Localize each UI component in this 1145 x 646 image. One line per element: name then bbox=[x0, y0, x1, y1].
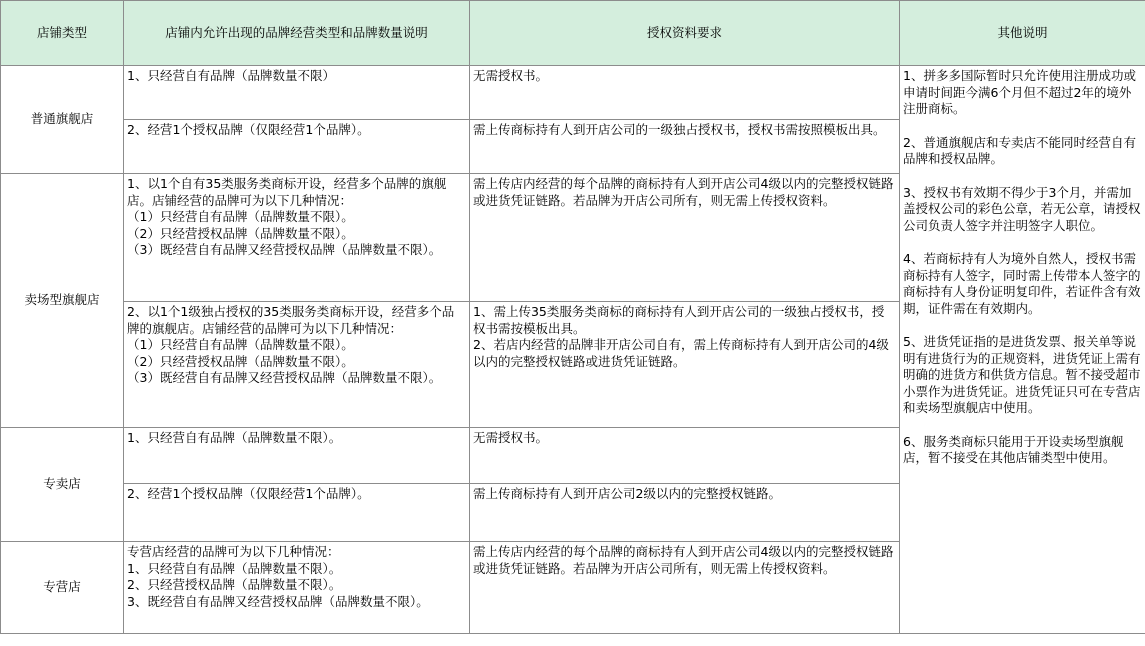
mall-desc-1-c: （3）既经营自有品牌又经营授权品牌（品牌数量不限）。 bbox=[127, 242, 442, 257]
mall-auth-2 bbox=[470, 302, 900, 428]
store-type-specialty: 专卖店 bbox=[1, 428, 124, 542]
table-row bbox=[1, 66, 1145, 120]
note-item: 4、若商标持有人为境外自然人，授权书需商标持有人签字，同时需上传带本人签字的商标持有人身份证明复印件，若证件含有效期，证件需在有效期内。 bbox=[903, 251, 1141, 316]
mall-desc-2-c: （3）既经营自有品牌又经营授权品牌（品牌数量不限）。 bbox=[127, 370, 442, 385]
exclusive-desc-a: 1、只经营自有品牌（品牌数量不限）。 bbox=[127, 560, 342, 576]
flagship-desc-1: 1、只经营自有品牌（品牌数量不限） bbox=[124, 66, 470, 120]
other-notes bbox=[900, 66, 1145, 634]
mall-desc-1-head: 1、以1个自有35类服务类商标开设，经营多个品牌的旗舰店。店铺经营的品牌可为以下几种情况： bbox=[127, 176, 447, 208]
note-item: 3、授权书有效期不得少于3个月，并需加盖授权公司的彩色公章，若无公章，请授权公司负责人签字并注明签字人职位。 bbox=[903, 184, 1141, 233]
mall-desc-1-a: （1）只经营自有品牌（品牌数量不限）。 bbox=[127, 209, 354, 224]
note-item: 2、普通旗舰店和专卖店不能同时经营自有品牌和授权品牌。 bbox=[903, 134, 1136, 166]
mall-desc-1-b: （2）只经营授权品牌（品牌数量不限）。 bbox=[127, 225, 354, 241]
mall-auth-2-item: 1、需上传35类服务类商标的商标持有人到开店公司的一级独占授权书，授权书需按模板出具。 bbox=[473, 304, 885, 336]
mall-desc-2-a: （1）只经营自有品牌（品牌数量不限）。 bbox=[127, 337, 354, 352]
flagship-auth-1: 无需授权书。 bbox=[470, 66, 900, 120]
note-item: 5、进货凭证指的是进货发票、报关单等说明有进货行为的正规资料，进货凭证上需有明确的进货方和供货方信息。暂不接受超市小票作为进货凭证。进货凭证只可在专营店和卖场型旗舰店中使用。 bbox=[903, 334, 1141, 415]
mall-desc-2-head: 2、以1个1级独占授权的35类服务类商标开设，经营多个品牌的旗舰店。店铺经营的品牌可为以下几种情况： bbox=[127, 304, 455, 336]
exclusive-desc bbox=[124, 542, 470, 634]
mall-desc-2-b: （2）只经营授权品牌（品牌数量不限）。 bbox=[127, 353, 354, 369]
flagship-auth-2: 需上传商标持有人到开店公司的一级独占授权书，授权书需按照模板出具。 bbox=[470, 120, 900, 174]
header-brand-desc: 店铺内允许出现的品牌经营类型和品牌数量说明 bbox=[124, 1, 470, 66]
store-type-flagship: 普通旗舰店 bbox=[1, 66, 124, 174]
exclusive-desc-c: 3、既经营自有品牌又经营授权品牌（品牌数量不限）。 bbox=[127, 593, 429, 609]
header-other: 其他说明 bbox=[900, 1, 1145, 66]
exclusive-auth: 需上传店内经营的每个品牌的商标持有人到开店公司4级以内的完整授权链路或进货凭证链路。若品牌为开店公司所有，则无需上传授权资料。 bbox=[470, 542, 900, 634]
specialty-auth-2: 需上传商标持有人到开店公司2级以内的完整授权链路。 bbox=[470, 484, 900, 542]
specialty-desc-2: 2、经营1个授权品牌（仅限经营1个品牌）。 bbox=[124, 484, 470, 542]
specialty-auth-1: 无需授权书。 bbox=[470, 428, 900, 484]
note-item: 1、拼多多国际暂时只允许使用注册成功或申请时间距今满6个月但不超过2年的境外注册商标。 bbox=[903, 68, 1136, 116]
header-row bbox=[1, 1, 1145, 66]
mall-desc-2 bbox=[124, 302, 470, 428]
mall-auth-2-item: 2、若店内经营的品牌非开店公司自有，需上传商标持有人到开店公司的4级以内的完整授权链路或进货凭证链路。 bbox=[473, 337, 889, 369]
note-item: 6、服务类商标只能用于开设卖场型旗舰店，暂不接受在其他店铺类型中使用。 bbox=[903, 433, 1124, 465]
specialty-desc-1: 1、只经营自有品牌（品牌数量不限）。 bbox=[124, 428, 470, 484]
store-type-mall: 卖场型旗舰店 bbox=[1, 174, 124, 428]
store-type-exclusive: 专营店 bbox=[1, 542, 124, 634]
exclusive-desc-head: 专营店经营的品牌可为以下几种情况： bbox=[127, 544, 340, 559]
flagship-desc-2: 2、经营1个授权品牌（仅限经营1个品牌）。 bbox=[124, 120, 470, 174]
exclusive-desc-b: 2、只经营授权品牌（品牌数量不限）。 bbox=[127, 577, 342, 592]
header-auth-req: 授权资料要求 bbox=[470, 1, 900, 66]
mall-desc-1 bbox=[124, 174, 470, 302]
mall-auth-1: 需上传店内经营的每个品牌的商标持有人到开店公司4级以内的完整授权链路或进货凭证链路。若品牌为开店公司所有，则无需上传授权资料。 bbox=[470, 174, 900, 302]
header-store-type: 店铺类型 bbox=[1, 1, 124, 66]
